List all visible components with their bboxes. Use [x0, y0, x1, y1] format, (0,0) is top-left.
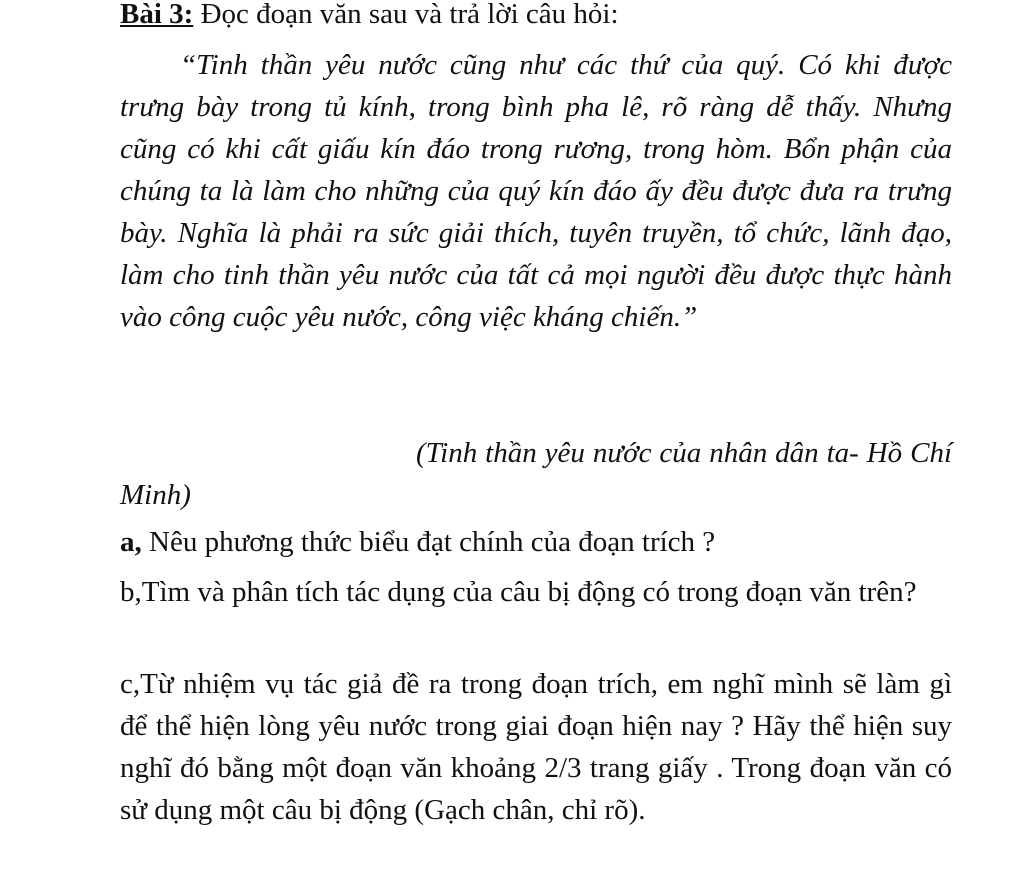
question-a-prefix: a,: [120, 526, 142, 558]
passage-source: (Tinh thần yêu nước của nhân dân ta- Hồ Chí Minh): [120, 437, 952, 511]
exercise-heading: [120, 0, 619, 34]
exercise-instruction: Đọc đoạn văn sau và trả lời câu hỏi:: [193, 0, 619, 30]
question-a-text: Nêu phương thức biểu đạt chính của đoạn trích ?: [141, 526, 716, 558]
passage-quote: “Tinh thần yêu nước cũng như các thứ của quý. Có khi được trưng bày trong tủ kính, trong bình pha lê, rõ ràng dễ thấy. Nhưng cũng có khi cất giấu kín đáo trong rương, trong hòm. Bổn phận của chúng ta là làm cho những của quý kín đáo ấy đều được đưa ra trưng bày. Nghĩa là phải ra sức giải thích, tuyên truyền, tổ chức, lãnh đạo, làm cho tinh thần yêu nước của tất cả mọi người đều được thực hành vào công cuộc yêu nước, công việc kháng chiến.”: [120, 49, 952, 333]
question-c: c,Từ nhiệm vụ tác giả đề ra trong đoạn trích, em nghĩ mình sẽ làm gì để thể hiện lòng yêu nước trong giai đoạn hiện nay ? Hãy thể hiện suy nghĩ đó bằng một đoạn văn khoảng 2/3 trang giấy . Trong đoạn văn có sử dụng một câu bị động (Gạch chân, chỉ rõ).: [120, 668, 952, 826]
question-a: [120, 521, 952, 563]
exercise-label: Bài 3:: [120, 0, 194, 30]
question-b: b,Tìm và phân tích tác dụng của câu bị động có trong đoạn văn trên?: [120, 576, 917, 608]
